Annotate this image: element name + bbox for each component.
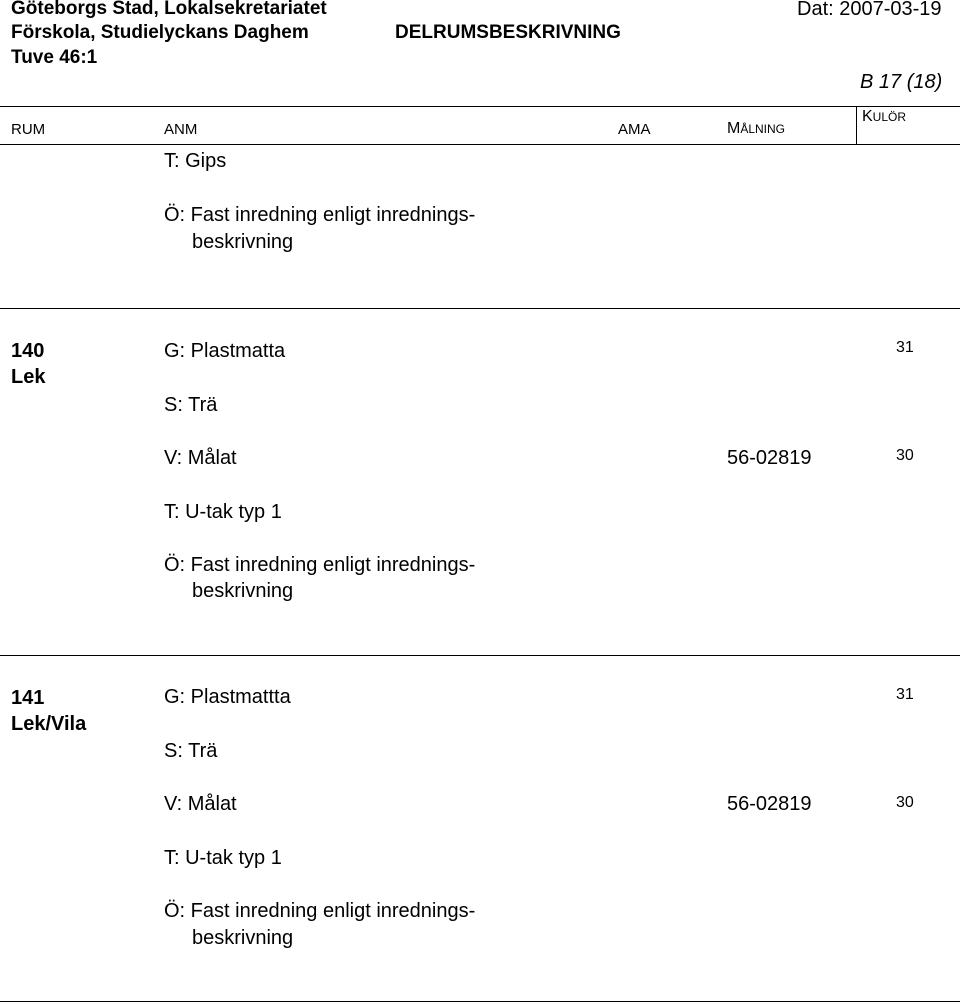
room-140-sockel: S: Trä [164, 394, 218, 416]
room-141-ovrigt-line1: Ö: Fast inredning enligt inrednings- [164, 900, 476, 922]
room-name-141: Lek/Vila [11, 713, 87, 735]
room-141-ovrigt-line2: beskrivning [192, 927, 294, 949]
room-number-140: 140 [11, 340, 45, 362]
document-title: DELRUMSBESKRIVNING [395, 22, 621, 43]
column-header-ama: AMA [618, 121, 651, 138]
room-141-vagg: V: Målat [164, 793, 237, 815]
document-date: Dat: 2007-03-19 [797, 0, 942, 20]
column-header-malning [727, 120, 785, 138]
column-header-kulor-initial: K [862, 108, 873, 125]
room-141-sockel: S: Trä [164, 740, 218, 762]
room-140-vagg: V: Målat [164, 447, 237, 469]
kulor-column-divider [856, 106, 857, 144]
column-header-kulor-rest: ULÖR [872, 110, 907, 124]
room-140-tak: T: U-tak typ 1 [164, 501, 282, 523]
room-141-golv-kulor: 31 [896, 686, 914, 703]
carryover-ovrigt-line1: Ö: Fast inredning enligt inrednings- [164, 204, 476, 226]
room-140-vagg-kulor: 30 [896, 447, 914, 464]
room-141-tak: T: U-tak typ 1 [164, 847, 282, 869]
column-header-malning-initial: M [727, 120, 741, 137]
column-header-malning-rest: ÅLNING [740, 122, 786, 136]
header-bottom-rule [0, 144, 960, 145]
column-header-rum: RUM [11, 121, 46, 138]
room-141-vagg-malning: 56-02819 [727, 793, 812, 815]
page-number: B 17 (18) [860, 71, 943, 93]
room-divider-141 [0, 655, 960, 656]
room-number-141: 141 [11, 687, 45, 709]
room-140-golv-kulor: 31 [896, 339, 914, 356]
room-140-ovrigt-line1: Ö: Fast inredning enligt inrednings- [164, 554, 476, 576]
room-141-golv: G: Plastmattta [164, 686, 291, 708]
unit-name: Förskola, Studielyckans Daghem [11, 22, 309, 43]
carryover-tak: T: Gips [164, 150, 227, 172]
room-140-ovrigt-line2: beskrivning [192, 580, 294, 602]
carryover-ovrigt-line2: beskrivning [192, 231, 294, 253]
room-divider-bottom [0, 1001, 960, 1002]
column-header-kulor [862, 108, 906, 126]
organization-name: Göteborgs Stad, Lokalsekretariatet [11, 0, 327, 19]
room-141-vagg-kulor: 30 [896, 794, 914, 811]
room-140-vagg-malning: 56-02819 [727, 447, 812, 469]
column-header-anm: ANM [164, 121, 198, 138]
property-designation: Tuve 46:1 [11, 47, 98, 68]
room-divider-140 [0, 308, 960, 309]
room-140-golv: G: Plastmatta [164, 340, 286, 362]
room-name-140: Lek [11, 366, 46, 388]
header-top-rule [0, 106, 960, 107]
